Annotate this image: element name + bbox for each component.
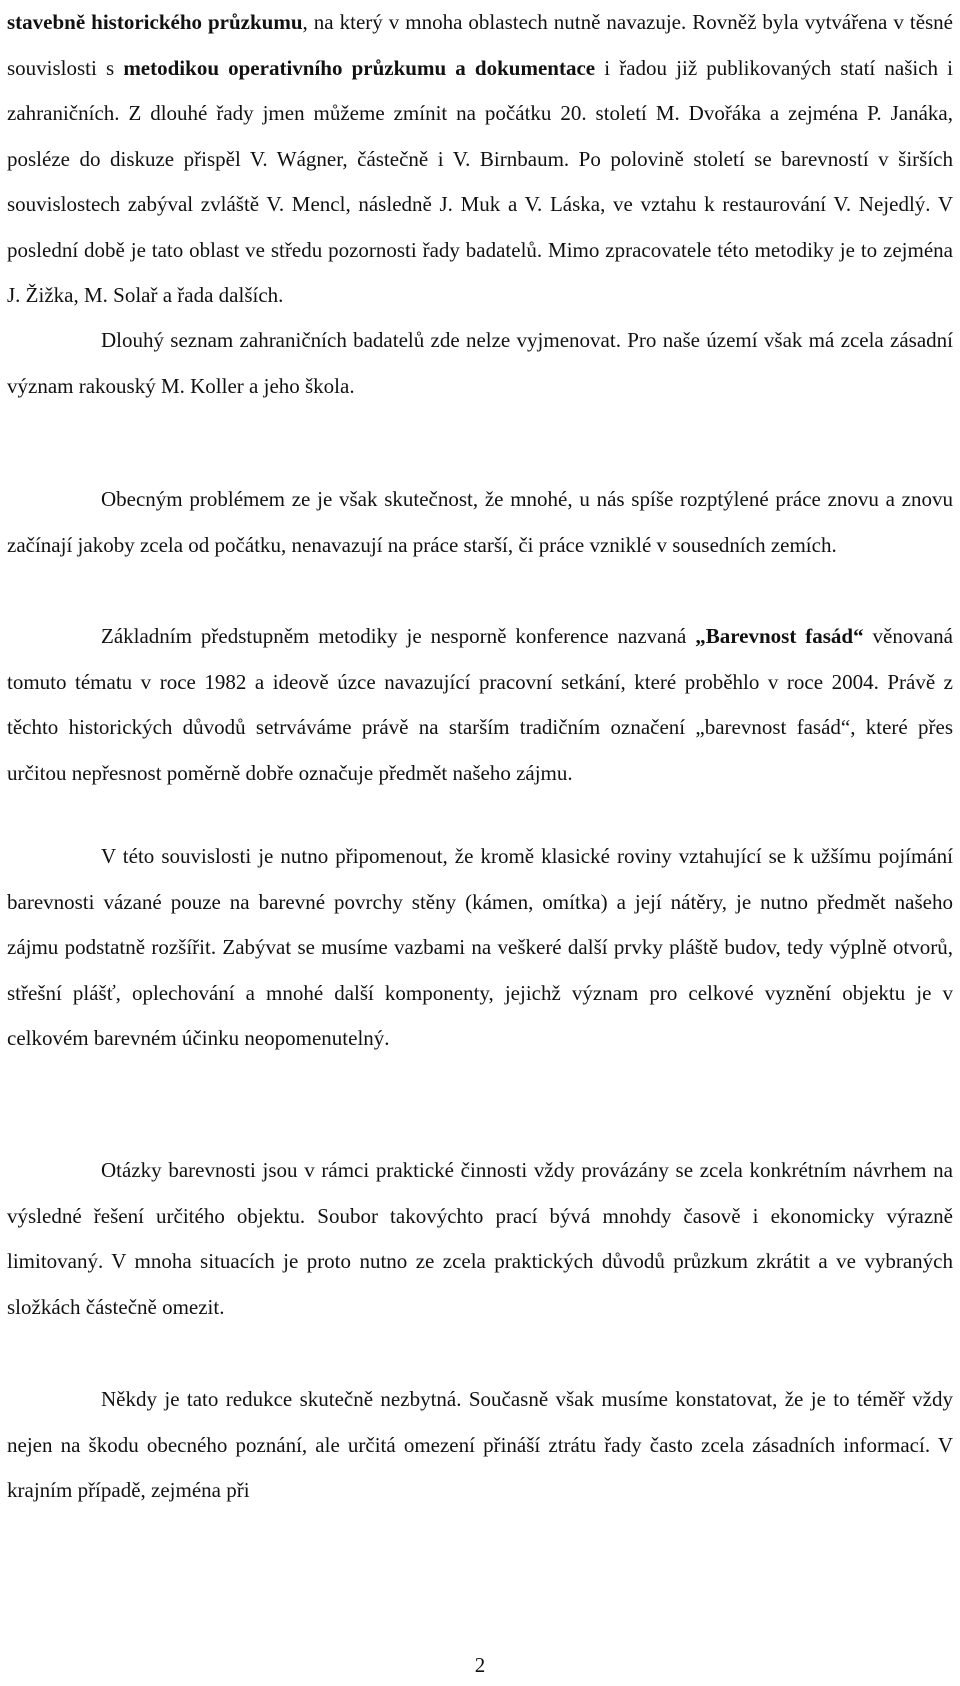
text-segment: V této souvislosti je nutno připomenout, že kromě klasické roviny vztahující se k užšímu pojímání barevnosti vázané pouze na barevné povrchy stěny (kámen, omítka) a její nátěry, je nutno předmět našeho zájmu podstatně rozšířit. Zabývat se musíme vazbami na veškeré další prvky pláště budov, tedy výplně otvorů, střešní plášť, oplechování a mnohé další komponenty, jejichž význam pro celkové vyznění objektu je v celkovém barevném účinku neopomenutelný. xyxy=(7,844,953,1050)
bold-text-segment: „Barevnost fasád“ xyxy=(695,624,864,648)
text-segment: i řadou již publikovaných statí našich i zahraničních. Z dlouhé řady jmen můžeme zmínit na počátku 20. století M. Dvořáka a zejména P. Janáka, posléze do diskuze přispěl V. Wágner, částečně i V. Birnbaum. Po polovině století se barevností v širších souvislostech zabýval zvláště V. Mencl, následně J. Muk a V. Láska, ve vztahu k restaurování V. Nejedlý. V poslední době je tato oblast ve středu pozornosti řady badatelů. Mimo zpracovatele této metodiky je to zejména J. Žižka, M. Solař a řada dalších. xyxy=(7,55,953,307)
paragraph-6 xyxy=(7,1148,953,1330)
text-segment: Základním předstupněm metodiky je nesporně konference nazvaná xyxy=(101,624,696,648)
paragraph-5 xyxy=(7,834,953,1062)
bold-text-segment: metodikou operativního průzkumu a dokumentace xyxy=(123,55,596,80)
paragraph-7 xyxy=(7,1377,953,1514)
page-number: 2 xyxy=(474,1653,486,1677)
paragraph-3 xyxy=(7,477,953,568)
text-segment: Někdy je tato redukce skutečně nezbytná. Současně však musíme konstatovat, že je to téměř vždy nejen na škodu obecného poznání, ale určitá omezení přináší ztrátu řady často zcela zásadních informací. V krajním případě, zejména při xyxy=(7,1387,953,1502)
text-segment: , na který v mnoha oblastech nutně navazuje. Rovněž byla vytvářena v těsné souvislosti s xyxy=(7,10,954,80)
paragraph-4 xyxy=(7,614,953,796)
text-segment: Dlouhý seznam zahraničních badatelů zde nelze vyjmenovat. Pro naše území však má zcela zásadní význam rakouský M. Koller a jeho škola. xyxy=(7,328,953,398)
bold-text-segment: stavebně historického průzkumu xyxy=(7,10,303,34)
paragraph-1 xyxy=(7,0,953,319)
text-segment: Otázky barevnosti jsou v rámci praktické činnosti vždy provázány se zcela konkrétním návrhem na výsledné řešení určitého objektu. Soubor takovýchto prací bývá mnohdy časově i ekonomicky výrazně limitovaný. V mnoha situacích je proto nutno ze zcela praktických důvodů průzkum zkrátit a ve vybraných složkách částečně omezit. xyxy=(7,1158,953,1319)
paragraph-2 xyxy=(7,318,953,409)
text-segment: Obecným problémem ze je však skutečnost, že mnohé, u nás spíše rozptýlené práce znovu a znovu začínají jakoby zcela od počátku, nenavazují na práce starší, či práce vzniklé v sousedních zemích. xyxy=(7,487,953,557)
text-segment: věnovaná tomuto tématu v roce 1982 a ideově úzce navazující pracovní setkání, které proběhlo v roce 2004. Právě z těchto historických důvodů setrváváme právě na starším tradičním označení „barevnost fasád“, které přes určitou nepřesnost poměrně dobře označuje předmět našeho zájmu. xyxy=(7,624,953,785)
